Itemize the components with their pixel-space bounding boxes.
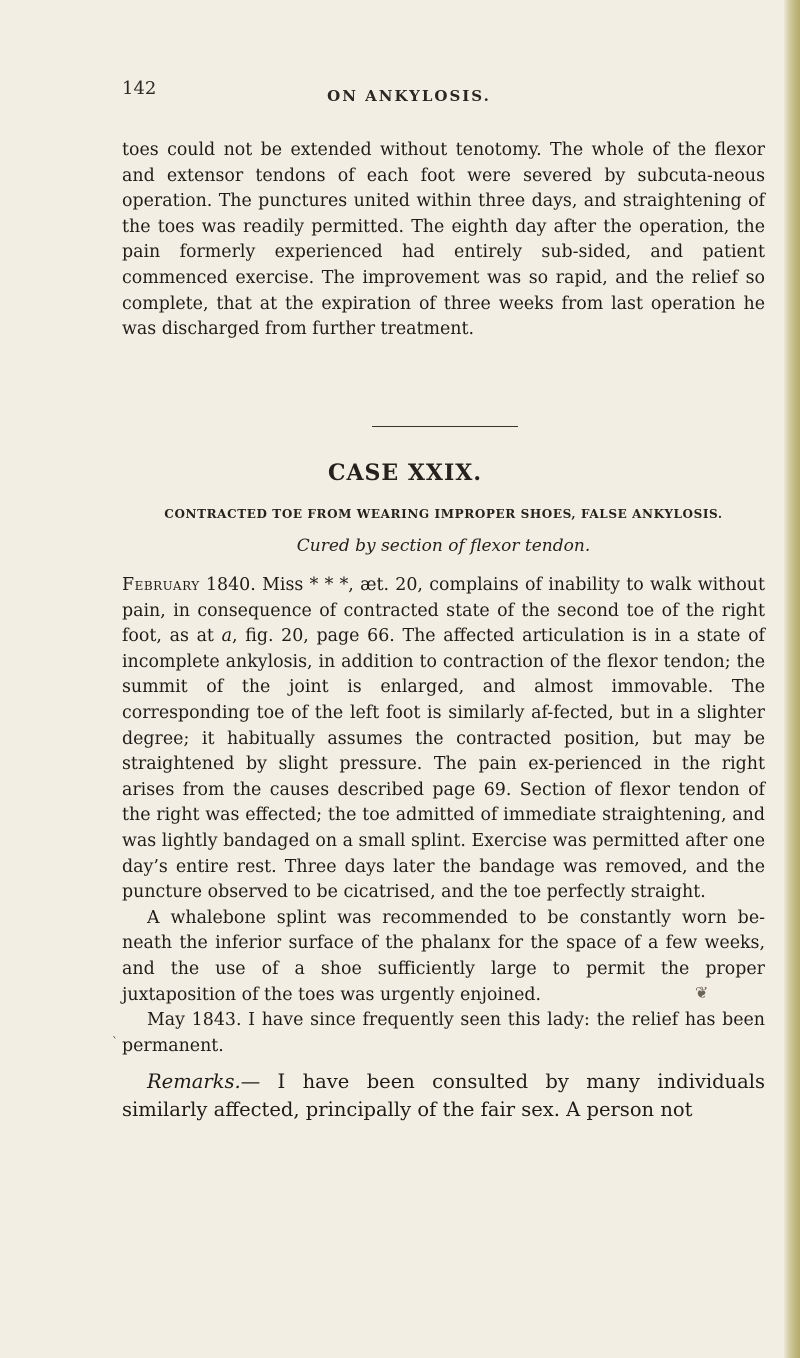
case-paragraph-1-text-b: , fig. 20, page 66. The affected articulation is in a state of incomplete ankylosis, in addition to contraction of the flexor tendon; the summit of the joint is enlarged, and almost immovable. The corresponding toe of the left foot is similarly af-fected, but in a slighter degree; it habitually assumes the contracted position, but may be straightened by slight pressure. The pain ex-perienced in the right arises from the causes described page 69. Section of flexor tendon of the right was effected; the toe admitted of immediate straightening, and was lightly bandaged on a small splint. Exercise was permitted after one day’s entire rest. Three days later the bandage was removed, and the puncture observed to be cicatrised, and the toe perfectly straight. <box>122 626 765 903</box>
page-number: 142 <box>122 78 157 99</box>
case-body <box>122 573 765 1124</box>
page-edge-shadow <box>784 0 800 1358</box>
case-paragraph-3: May 1843. I have since frequently seen this lady: the relief has been permanent. <box>122 1010 765 1056</box>
intro-paragraph-block <box>122 138 765 343</box>
remarks-text: — I have been consulted by many individuals similarly affected, principally of the fair sex. A person not <box>122 1070 765 1122</box>
margin-tick-icon: ˋ <box>112 1035 118 1049</box>
section-divider <box>372 426 518 427</box>
case-paragraph-1-text-a: 1840. Miss * * *, æt. 20, complains of inability to walk without pain, in consequence of contracted state of the second toe of the right foot, as at <box>122 575 765 647</box>
fleuron-mark-icon: ❦ <box>695 983 709 1002</box>
running-head: ON ANKYLOSIS. <box>327 87 491 105</box>
page-header <box>0 78 800 108</box>
figure-letter: a <box>221 626 232 647</box>
date-lead: February <box>122 575 200 595</box>
remarks-label: Remarks. <box>147 1070 241 1094</box>
remarks-paragraph <box>122 1068 765 1124</box>
intro-paragraph: toes could not be extended without tenotomy. The whole of the flexor and extensor tendons of each foot were severed by subcuta-neous operation. The punctures united within three days, and straightening of the toes was readily permitted. The eighth day after the operation, the pain formerly experienced had entirely sub-sided, and patient commenced exercise. The improvement was so rapid, and the relief so complete, that at the expiration of three weeks from last operation he was discharged from further treatment. <box>122 140 765 340</box>
case-subtitle: CONTRACTED TOE FROM WEARING IMPROPER SHOES, FALSE ANKYLOSIS. <box>164 507 723 521</box>
case-paragraph-1 <box>122 573 765 906</box>
case-heading: CASE XXIX. <box>327 460 483 486</box>
case-caption: Cured by section of flexor tendon. <box>296 536 591 556</box>
case-paragraph-2: A whalebone splint was recommended to be constantly worn be-neath the inferior surface of the phalanx for the space of a few weeks, and the use of a shoe sufficiently large to permit the proper juxtaposition of the toes was urgently enjoined. <box>122 907 765 1005</box>
